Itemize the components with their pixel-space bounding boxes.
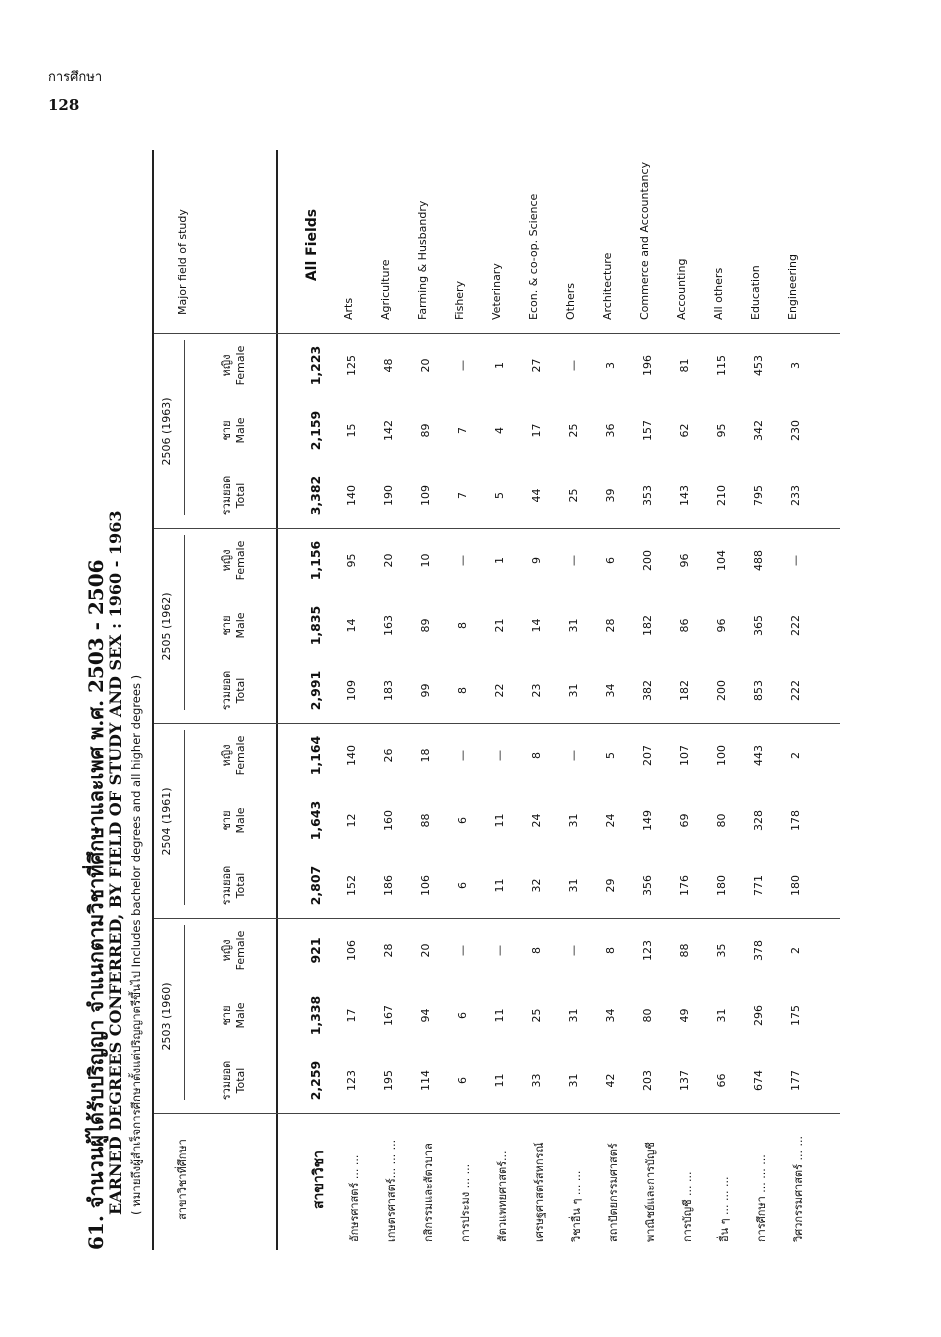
table-cell: 123 bbox=[641, 940, 654, 961]
table-cell: — bbox=[456, 945, 469, 956]
subcol-header-thai: รวมยอด bbox=[220, 1060, 233, 1101]
year-header: 2503 (1960) bbox=[160, 982, 173, 1051]
row-label-thai: สัตวแพทยศาสตร์... bbox=[496, 1150, 509, 1242]
subcol-header-english: Total bbox=[234, 1067, 247, 1094]
table-cell: 6 bbox=[456, 882, 469, 889]
table-cell: 1,164 bbox=[308, 735, 323, 776]
row-label-english: Econ. & co-op. Science bbox=[527, 193, 540, 320]
row-label-thai: กสิกรรมและสัตวบาล bbox=[422, 1143, 435, 1242]
table-cell: 34 bbox=[604, 1008, 617, 1023]
table-cell: 453 bbox=[752, 355, 765, 376]
subcol-header-thai: หญิง bbox=[220, 549, 233, 572]
row-label-english: All Fields bbox=[304, 208, 320, 282]
subcol-header-english: Female bbox=[234, 930, 247, 971]
table-cell: 182 bbox=[641, 615, 654, 636]
row-label-thai: อักษรศาสตร์ ... ... bbox=[348, 1154, 361, 1242]
table-cell: 157 bbox=[641, 420, 654, 441]
table-cell: 14 bbox=[530, 618, 543, 633]
table-cell: — bbox=[493, 750, 506, 761]
table-cell: 28 bbox=[382, 943, 395, 958]
table-cell: 230 bbox=[789, 420, 802, 441]
table-cell: 296 bbox=[752, 1005, 765, 1026]
table-cell: 3,382 bbox=[308, 475, 323, 516]
table-cell: 1,643 bbox=[308, 800, 323, 841]
table-cell: 31 bbox=[567, 683, 580, 698]
table-title-thai: 61. จำนวนผู้ได้รับปริญญา จำแนกตามวิชาที่ศึกษาและเพศ พ.ศ. 2503 - 2506 bbox=[84, 559, 108, 1250]
table-cell: 378 bbox=[752, 940, 765, 961]
table-rule bbox=[154, 528, 840, 529]
table-cell: 35 bbox=[715, 943, 728, 958]
table-top-rule bbox=[152, 150, 154, 1250]
subcol-header-thai: ชาย bbox=[220, 615, 233, 636]
table-cell: 443 bbox=[752, 745, 765, 766]
table-cell: 8 bbox=[530, 947, 543, 954]
table-cell: — bbox=[456, 750, 469, 761]
table-cell: 62 bbox=[678, 423, 691, 438]
table-cell: 2 bbox=[789, 947, 802, 954]
table-cell: 210 bbox=[715, 485, 728, 506]
year-header: 2506 (1963) bbox=[160, 397, 173, 466]
table-cell: 3 bbox=[789, 362, 802, 369]
table-cell: 328 bbox=[752, 810, 765, 831]
table-cell: 1,338 bbox=[308, 995, 323, 1036]
table-cell: 163 bbox=[382, 615, 395, 636]
row-label-english: Engineering bbox=[786, 254, 799, 320]
table-cell: 96 bbox=[678, 553, 691, 568]
table-cell: 8 bbox=[456, 687, 469, 694]
header-bottom-rule bbox=[276, 150, 278, 1250]
table-cell: 353 bbox=[641, 485, 654, 506]
table-cell: 100 bbox=[715, 745, 728, 766]
table-cell: 342 bbox=[752, 420, 765, 441]
table-cell: 674 bbox=[752, 1070, 765, 1091]
table-cell: 106 bbox=[419, 875, 432, 896]
table-cell: 69 bbox=[678, 813, 691, 828]
table-cell: 80 bbox=[715, 813, 728, 828]
table-cell: 106 bbox=[345, 940, 358, 961]
row-label-english: Commerce and Accountancy bbox=[638, 161, 651, 320]
table-cell: — bbox=[789, 555, 802, 566]
table-cell: 31 bbox=[567, 1073, 580, 1088]
table-cell: — bbox=[567, 945, 580, 956]
row-label-thai: อื่น ๆ ... ... ... bbox=[718, 1176, 731, 1242]
table-cell: 107 bbox=[678, 745, 691, 766]
page-number: 128 bbox=[48, 96, 80, 114]
row-label-thai: การศึกษา ... ... ... bbox=[755, 1154, 768, 1242]
row-label-english: Farming & Husbandry bbox=[416, 200, 429, 320]
table-cell: 88 bbox=[419, 813, 432, 828]
row-label-english: Arts bbox=[342, 297, 355, 320]
table-cell: 356 bbox=[641, 875, 654, 896]
table-cell: 20 bbox=[382, 553, 395, 568]
table-cell: 5 bbox=[604, 752, 617, 759]
table-cell: 178 bbox=[789, 810, 802, 831]
table-cell: 196 bbox=[641, 355, 654, 376]
table-cell: 11 bbox=[493, 1073, 506, 1088]
table-cell: 176 bbox=[678, 875, 691, 896]
table-cell: 207 bbox=[641, 745, 654, 766]
subcol-header-english: Male bbox=[234, 612, 247, 639]
table-cell: 6 bbox=[456, 1077, 469, 1084]
table-cell: 5 bbox=[493, 492, 506, 499]
table-cell: — bbox=[456, 360, 469, 371]
table-cell: — bbox=[456, 555, 469, 566]
rotated-table bbox=[80, 150, 840, 1250]
table-cell: 42 bbox=[604, 1073, 617, 1088]
subcol-header-thai: รวมยอด bbox=[220, 670, 233, 711]
table-cell: 140 bbox=[345, 745, 358, 766]
table-cell: 175 bbox=[789, 1005, 802, 1026]
table-cell: 12 bbox=[345, 813, 358, 828]
subcol-header-english: Female bbox=[234, 345, 247, 386]
row-label-english: Architecture bbox=[601, 252, 614, 320]
table-cell: 4 bbox=[493, 427, 506, 434]
table-cell: 31 bbox=[567, 1008, 580, 1023]
subcol-header-thai: หญิง bbox=[220, 939, 233, 962]
table-cell: 795 bbox=[752, 485, 765, 506]
table-cell: 49 bbox=[678, 1008, 691, 1023]
table-cell: 36 bbox=[604, 423, 617, 438]
table-cell: 1 bbox=[493, 557, 506, 564]
row-label-english: Veterinary bbox=[490, 263, 503, 320]
subcol-header-thai: ชาย bbox=[220, 810, 233, 831]
table-cell: 233 bbox=[789, 485, 802, 506]
table-cell: 48 bbox=[382, 358, 395, 373]
table-cell: 195 bbox=[382, 1070, 395, 1091]
table-cell: 11 bbox=[493, 1008, 506, 1023]
table-cell: 22 bbox=[493, 683, 506, 698]
table-cell: 7 bbox=[456, 427, 469, 434]
table-cell: 44 bbox=[530, 488, 543, 503]
table-cell: 167 bbox=[382, 1005, 395, 1026]
row-label-thai: เศรษฐศาสตร์สหกรณ์ bbox=[533, 1142, 546, 1242]
table-cell: 32 bbox=[530, 878, 543, 893]
table-cell: 6 bbox=[456, 817, 469, 824]
table-rule bbox=[184, 730, 185, 905]
table-cell: 143 bbox=[678, 485, 691, 506]
table-cell: 160 bbox=[382, 810, 395, 831]
table-cell: 125 bbox=[345, 355, 358, 376]
table-rule bbox=[154, 723, 840, 724]
table-cell: 88 bbox=[678, 943, 691, 958]
table-cell: 27 bbox=[530, 358, 543, 373]
table-cell: 2,159 bbox=[308, 410, 323, 451]
row-label-thai: พาณิชย์และการบัญชี bbox=[644, 1142, 657, 1242]
subcol-header-english: Male bbox=[234, 807, 247, 834]
table-cell: 488 bbox=[752, 550, 765, 571]
table-cell: 21 bbox=[493, 618, 506, 633]
table-rule bbox=[184, 340, 185, 515]
table-cell: 34 bbox=[604, 683, 617, 698]
table-cell: 95 bbox=[345, 553, 358, 568]
table-cell: 2,807 bbox=[308, 865, 323, 906]
subcol-header-english: Total bbox=[234, 872, 247, 899]
table-cell: 1 bbox=[493, 362, 506, 369]
subcol-header-english: Female bbox=[234, 735, 247, 776]
table-cell: 26 bbox=[382, 748, 395, 763]
table-cell: 94 bbox=[419, 1008, 432, 1023]
table-cell: 7 bbox=[456, 492, 469, 499]
row-label-thai: สถาปัตยกรรมศาสตร์ bbox=[607, 1143, 620, 1242]
table-cell: 23 bbox=[530, 683, 543, 698]
table-cell: 190 bbox=[382, 485, 395, 506]
running-header: การศึกษา bbox=[48, 70, 103, 85]
subcol-header-thai: ชาย bbox=[220, 1005, 233, 1026]
table-cell: 382 bbox=[641, 680, 654, 701]
row-label-english: Agriculture bbox=[379, 259, 392, 320]
table-cell: 771 bbox=[752, 875, 765, 896]
subcol-header-thai: รวมยอด bbox=[220, 475, 233, 516]
table-cell: 180 bbox=[789, 875, 802, 896]
table-cell: 365 bbox=[752, 615, 765, 636]
table-cell: 9 bbox=[530, 557, 543, 564]
table-cell: 1,223 bbox=[308, 345, 323, 386]
table-cell: 33 bbox=[530, 1073, 543, 1088]
table-cell: 95 bbox=[715, 423, 728, 438]
table-cell: 921 bbox=[308, 937, 323, 964]
table-cell: 96 bbox=[715, 618, 728, 633]
table-cell: 86 bbox=[678, 618, 691, 633]
table-rule bbox=[154, 1113, 840, 1114]
table-cell: 10 bbox=[419, 553, 432, 568]
table-cell: 853 bbox=[752, 680, 765, 701]
table-cell: 222 bbox=[789, 615, 802, 636]
row-label-thai: สาขาวิชา bbox=[311, 1149, 327, 1210]
table-cell: — bbox=[493, 945, 506, 956]
row-label-thai: เกษตรศาสตร์... ... ... bbox=[385, 1139, 398, 1242]
subcol-header-english: Total bbox=[234, 677, 247, 704]
table-cell: 123 bbox=[345, 1070, 358, 1091]
subcol-header-english: Male bbox=[234, 1002, 247, 1029]
table-cell: 152 bbox=[345, 875, 358, 896]
subcol-header-thai: หญิง bbox=[220, 354, 233, 377]
table-cell: 17 bbox=[530, 423, 543, 438]
table-cell: 66 bbox=[715, 1073, 728, 1088]
table-cell: 200 bbox=[641, 550, 654, 571]
table-cell: 109 bbox=[345, 680, 358, 701]
table-cell: 24 bbox=[530, 813, 543, 828]
table-title-english: EARNED DEGREES CONFERRED, BY FIELD OF STUDY AND SEX : 1960 - 1963 bbox=[106, 510, 125, 1215]
table-cell: — bbox=[567, 750, 580, 761]
field-header-thai: สาขาวิชาที่ศึกษา bbox=[176, 1139, 189, 1220]
table-cell: 203 bbox=[641, 1070, 654, 1091]
row-label-english: All others bbox=[712, 267, 725, 320]
subcol-header-english: Total bbox=[234, 482, 247, 509]
table-cell: 8 bbox=[456, 622, 469, 629]
table-cell: 6 bbox=[604, 557, 617, 564]
row-label-thai: การบัญชี ... ... bbox=[681, 1171, 694, 1242]
table-cell: 20 bbox=[419, 943, 432, 958]
subcol-header-english: Female bbox=[234, 540, 247, 581]
table-cell: 2,259 bbox=[308, 1060, 323, 1101]
table-cell: 20 bbox=[419, 358, 432, 373]
row-label-english: Accounting bbox=[675, 258, 688, 320]
table-subtitle: ( หมายถึงผู้สำเร็จการศึกษาตั้งแต่ปริญญาตรีขึ้นไป Includes bachelor degrees and all higher degrees ) bbox=[129, 674, 143, 1215]
table-cell: 11 bbox=[493, 878, 506, 893]
table-cell: 31 bbox=[567, 878, 580, 893]
table-cell: 1,156 bbox=[308, 540, 323, 581]
table-cell: 24 bbox=[604, 813, 617, 828]
table-cell: 31 bbox=[567, 813, 580, 828]
table-cell: 3 bbox=[604, 362, 617, 369]
table-cell: 140 bbox=[345, 485, 358, 506]
table-cell: — bbox=[567, 555, 580, 566]
row-label-english: Others bbox=[564, 283, 577, 320]
table-rule bbox=[184, 535, 185, 710]
table-cell: 8 bbox=[530, 752, 543, 759]
year-header: 2505 (1962) bbox=[160, 592, 173, 661]
row-label-english: Education bbox=[749, 265, 762, 320]
table-cell: 89 bbox=[419, 423, 432, 438]
table-cell: 182 bbox=[678, 680, 691, 701]
field-header-english: Major field of study bbox=[176, 209, 189, 315]
table-cell: 2 bbox=[789, 752, 802, 759]
table-cell: 17 bbox=[345, 1008, 358, 1023]
table-cell: 142 bbox=[382, 420, 395, 441]
year-header: 2504 (1961) bbox=[160, 787, 173, 856]
table-cell: 222 bbox=[789, 680, 802, 701]
table-cell: 80 bbox=[641, 1008, 654, 1023]
table-cell: 31 bbox=[567, 618, 580, 633]
table-rule bbox=[184, 925, 185, 1100]
subcol-header-thai: รวมยอด bbox=[220, 865, 233, 906]
table-cell: 183 bbox=[382, 680, 395, 701]
table-cell: 81 bbox=[678, 358, 691, 373]
table-cell: 18 bbox=[419, 748, 432, 763]
table-cell: 177 bbox=[789, 1070, 802, 1091]
table-rule bbox=[154, 333, 840, 334]
table-cell: 137 bbox=[678, 1070, 691, 1091]
table-cell: — bbox=[567, 360, 580, 371]
table-cell: 31 bbox=[715, 1008, 728, 1023]
subcol-header-thai: ชาย bbox=[220, 420, 233, 441]
row-label-thai: การประมง ... ... bbox=[459, 1163, 472, 1242]
table-rule bbox=[154, 918, 840, 919]
table-cell: 109 bbox=[419, 485, 432, 506]
table-cell: 25 bbox=[530, 1008, 543, 1023]
table-cell: 149 bbox=[641, 810, 654, 831]
table-cell: 200 bbox=[715, 680, 728, 701]
subcol-header-english: Male bbox=[234, 417, 247, 444]
table-cell: 115 bbox=[715, 355, 728, 376]
table-cell: 2,991 bbox=[308, 670, 323, 711]
table-cell: 25 bbox=[567, 488, 580, 503]
table-cell: 186 bbox=[382, 875, 395, 896]
table-cell: 29 bbox=[604, 878, 617, 893]
row-label-english: Fishery bbox=[453, 280, 466, 320]
table-cell: 8 bbox=[604, 947, 617, 954]
table-cell: 104 bbox=[715, 550, 728, 571]
table-cell: 11 bbox=[493, 813, 506, 828]
table-cell: 25 bbox=[567, 423, 580, 438]
table-cell: 14 bbox=[345, 618, 358, 633]
row-label-thai: วิชาอื่น ๆ ... ... bbox=[570, 1170, 583, 1242]
table-cell: 114 bbox=[419, 1070, 432, 1091]
table-cell: 28 bbox=[604, 618, 617, 633]
table-cell: 99 bbox=[419, 683, 432, 698]
table-cell: 89 bbox=[419, 618, 432, 633]
table-cell: 15 bbox=[345, 423, 358, 438]
table-cell: 6 bbox=[456, 1012, 469, 1019]
table-cell: 180 bbox=[715, 875, 728, 896]
subcol-header-thai: หญิง bbox=[220, 744, 233, 767]
table-cell: 1,835 bbox=[308, 605, 323, 646]
row-label-thai: วิศวกรรมศาสตร์ ... ... bbox=[792, 1136, 805, 1242]
table-cell: 39 bbox=[604, 488, 617, 503]
